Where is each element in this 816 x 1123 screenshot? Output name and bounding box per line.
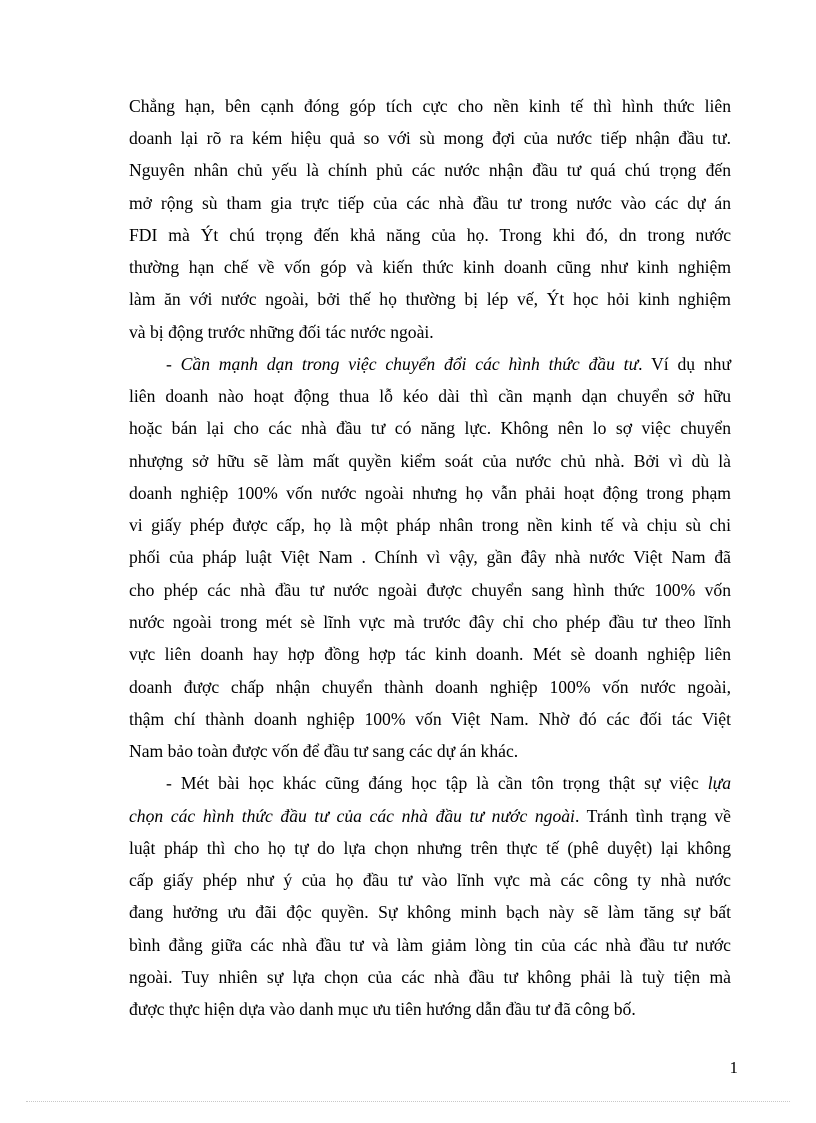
text-line: Chẳng hạn, bên cạnh đóng góp tích cực cho nền kinh tế thì hình thức liên: [129, 96, 731, 116]
text-line: cấp giấy phép như ý của họ đầu tư vào lĩnh vực mà các công ty nhà nước: [129, 870, 731, 890]
text-line: FDI mà Ýt chú trọng đến khả năng của họ. Trong khi đó, dn trong nước: [129, 225, 731, 245]
italic-phrase: lựa: [707, 773, 731, 793]
italic-phrase: - Cần mạnh dạn trong việc chuyển đổi các hình thức đầu tư: [166, 354, 639, 374]
text-span: . Tránh tình trạng về: [574, 806, 731, 826]
text-line: thường hạn chế về vốn góp và kiến thức kinh doanh cũng như kinh nghiệm: [129, 257, 731, 277]
text-line: [129, 806, 731, 826]
text-line: làm ăn với nước ngoài, bởi thế họ thường bị lép vế, Ýt học hỏi kinh nghiệm: [129, 289, 731, 309]
text-line: doanh nghiệp 100% vốn nước ngoài nhưng họ vẫn phải hoạt động trong phạm: [129, 483, 731, 503]
text-span: - Mét bài học khác cũng đáng học tập là cần tôn trọng thật sự việc: [166, 773, 708, 793]
text-span: . Ví dụ như: [638, 354, 732, 374]
text-line: [166, 773, 731, 793]
text-line: hoặc bán lại cho các nhà đầu tư có năng lực. Không nên lo sợ việc chuyển: [129, 418, 731, 438]
text-line: nhượng sở hữu sẽ làm mất quyền kiểm soát của nước chủ nhà. Bởi vì dù là: [129, 451, 731, 471]
text-line: Nguyên nhân chủ yếu là chính phủ các nước nhận đầu tư quá chú trọng đến: [129, 160, 731, 180]
text-line: ngoài. Tuy nhiên sự lựa chọn của các nhà đầu tư không phải là tuỳ tiện mà: [129, 967, 731, 987]
text-line: doanh lại rõ ra kém hiệu quả so với sù mong đợi của nước tiếp nhận đầu tư.: [129, 128, 731, 148]
text-line: luật pháp thì cho họ tự do lựa chọn nhưng trên thực tế (phê duyệt) lại không: [129, 838, 731, 858]
italic-phrase: chọn các hình thức đầu tư của các nhà đầu tư nước ngoài: [129, 806, 575, 826]
text-line: nước ngoài trong mét sè lĩnh vực mà trước đây chỉ cho phép đầu tư theo lĩnh: [129, 612, 731, 632]
text-line: đang hưởng ưu đãi độc quyền. Sự không minh bạch này sẽ làm tăng sự bất: [129, 902, 731, 922]
text-line: mở rộng sù tham gia trực tiếp của các nhà đầu tư trong nước vào các dự án: [129, 193, 731, 213]
text-line: được thực hiện dựa vào danh mục ưu tiên hướng dẫn đầu tư đã công bố.: [129, 999, 636, 1019]
text-line: vực liên doanh hay hợp đồng hợp tác kinh doanh. Mét sè doanh nghiệp liên: [129, 644, 731, 664]
text-line: doanh được chấp nhận chuyển thành doanh nghiệp 100% vốn nước ngoài,: [129, 677, 731, 697]
text-line: bình đẳng giữa các nhà đầu tư và làm giảm lòng tin của các nhà đầu tư nước: [129, 935, 731, 955]
footer-divider: [26, 1101, 790, 1102]
text-line: thậm chí thành doanh nghiệp 100% vốn Việt Nam. Nhờ đó các đối tác Việt: [129, 709, 731, 729]
text-line: liên doanh nào hoạt động thua lỗ kéo dài thì cần mạnh dạn chuyển sở hữu: [129, 386, 731, 406]
text-line: vi giấy phép được cấp, họ là một pháp nhân trong nền kinh tế và chịu sù chi: [129, 515, 731, 535]
text-line: cho phép các nhà đầu tư nước ngoài được chuyển sang hình thức 100% vốn: [129, 580, 731, 600]
text-line: và bị động trước những đối tác nước ngoài.: [129, 322, 434, 342]
text-line: phối của pháp luật Việt Nam . Chính vì vậy, gần đây nhà nước Việt Nam đã: [129, 547, 731, 567]
text-line: Nam bảo toàn được vốn để đầu tư sang các dự án khác.: [129, 741, 519, 761]
page-number: 1: [729, 1058, 738, 1077]
text-line: [166, 354, 731, 374]
